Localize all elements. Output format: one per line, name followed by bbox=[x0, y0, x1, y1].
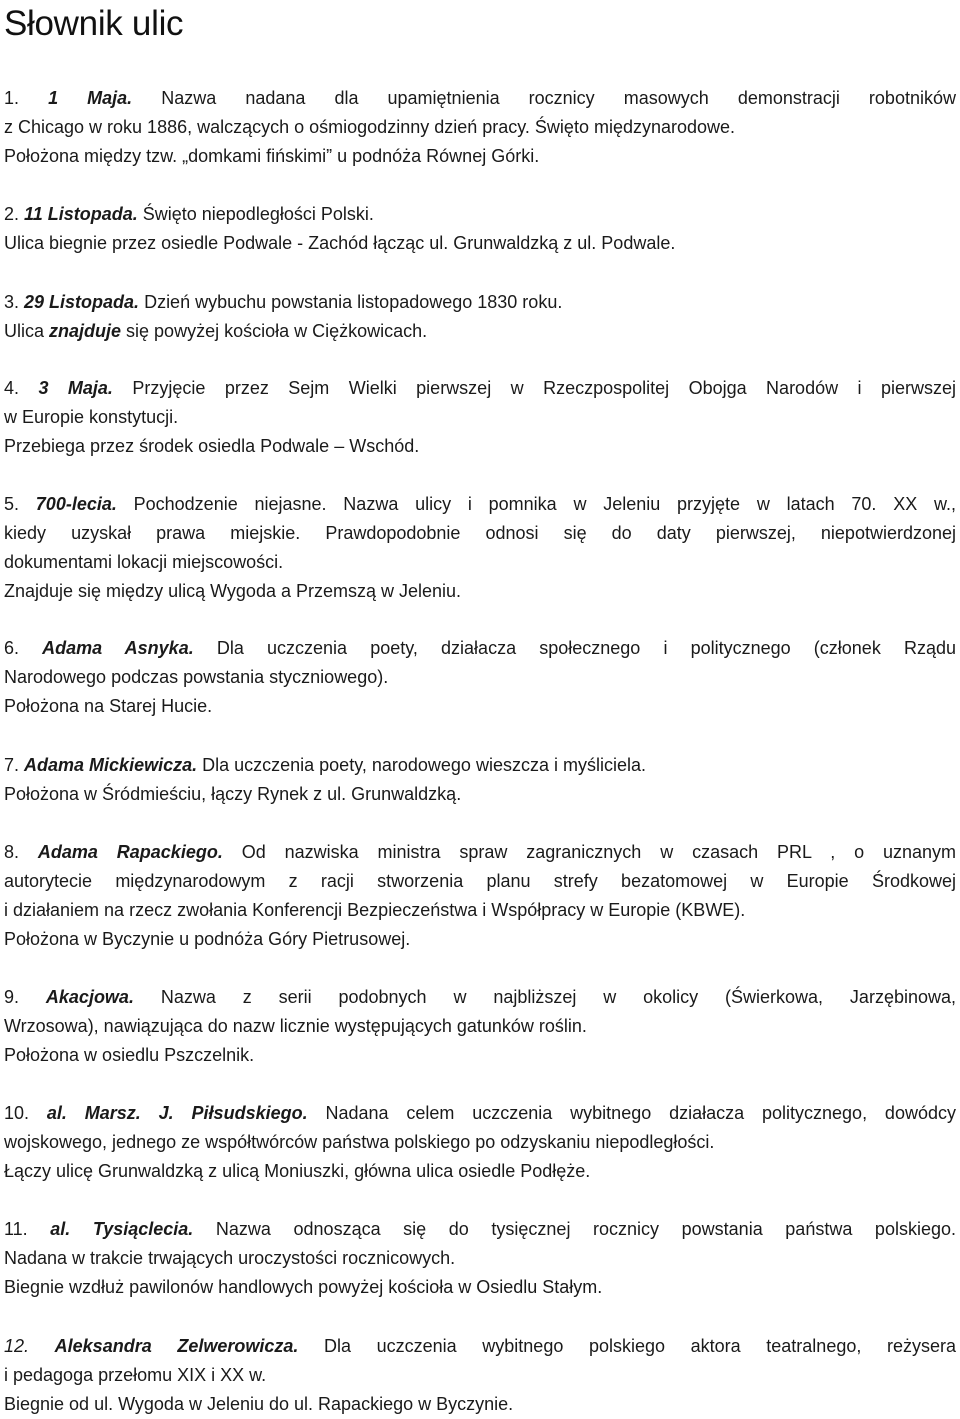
street-entry bbox=[4, 288, 956, 346]
entry-line: Ulica biegnie przez osiedle Podwale - Zachód łącząc ul. Grunwaldzką z ul. Podwale. bbox=[4, 233, 676, 253]
entry-text: Nazwa nadana dla upamiętnienia rocznicy masowych demonstracji robotników bbox=[132, 88, 956, 108]
entry-line: Narodowego podczas powstania styczniowego). bbox=[4, 667, 389, 687]
entry-text: Dla uczczenia poety, działacza społecznego i politycznego (członek Rządu bbox=[193, 638, 956, 658]
entry-line: w Europie konstytucji. bbox=[4, 407, 179, 427]
entry-number: 5. bbox=[4, 494, 20, 514]
entry-text: Dla uczczenia wybitnego polskiego aktora teatralnego, reżysera bbox=[298, 1336, 956, 1356]
entry-text: Ulica bbox=[4, 321, 50, 341]
entry-number: 12. bbox=[4, 1336, 30, 1356]
document-page bbox=[4, 0, 956, 1414]
street-entry bbox=[4, 490, 956, 606]
entry-line bbox=[4, 288, 956, 317]
entry-line bbox=[4, 84, 956, 113]
entry-number: 10. bbox=[4, 1103, 30, 1123]
street-entry bbox=[4, 751, 956, 809]
entry-line bbox=[4, 838, 956, 867]
street-name: 3 Maja. bbox=[38, 378, 113, 398]
entry-number: 9. bbox=[4, 987, 20, 1007]
entry-line bbox=[4, 317, 956, 346]
street-entry bbox=[4, 374, 956, 461]
street-entry bbox=[4, 983, 956, 1070]
entry-line: z Chicago w roku 1886, walczących o ośmiogodzinny dzień pracy. Święto międzynarodowe. bbox=[4, 117, 736, 137]
entry-line: Położona w Byczynie u podnóża Góry Pietrusowej. bbox=[4, 929, 411, 949]
entry-line: Przebiega przez środek osiedla Podwale – Wschód. bbox=[4, 436, 420, 456]
entry-text: Od nazwiska ministra spraw zagranicznych w czasach PRL , o uznanym bbox=[222, 842, 956, 862]
entry-line: Łączy ulicę Grunwaldzką z ulicą Moniuszki, główna ulica osiedle Podłęże. bbox=[4, 1161, 591, 1181]
entry-line bbox=[4, 1215, 956, 1244]
street-name: al. Marsz. J. Piłsudskiego. bbox=[46, 1103, 308, 1123]
entry-line: autorytecie międzynarodowym z racji stworzenia planu strefy bezatomowej w Europie Środkowej bbox=[4, 871, 956, 891]
entry-number: 4. bbox=[4, 378, 20, 398]
street-entry bbox=[4, 1215, 956, 1302]
entry-line: Położona w Śródmieściu, łączy Rynek z ul. Grunwaldzką. bbox=[4, 784, 462, 804]
street-entry bbox=[4, 84, 956, 171]
entry-line: Biegnie wzdłuż pawilonów handlowych powyżej kościoła w Osiedlu Stałym. bbox=[4, 1277, 603, 1297]
entry-line bbox=[4, 490, 956, 519]
street-name: Akacjowa. bbox=[45, 987, 134, 1007]
entry-text: Przyjęcie przez Sejm Wielki pierwszej w Rzeczpospolitej Obojga Narodów i pierwszej bbox=[112, 378, 956, 398]
entry-line bbox=[4, 983, 956, 1012]
street-name: Aleksandra Zelwerowicza. bbox=[54, 1336, 299, 1356]
street-name: 11 Listopada. bbox=[24, 204, 138, 224]
entry-line: Znajduje się między ulicą Wygoda a Przemszą w Jeleniu. bbox=[4, 581, 462, 601]
entry-line bbox=[4, 200, 956, 229]
entry-text: się powyżej kościoła w Ciężkowicach. bbox=[121, 321, 428, 341]
entry-text: Pochodzenie niejasne. Nazwa ulicy i pomnika w Jeleniu przyjęte w latach 70. XX w., bbox=[116, 494, 956, 514]
entry-line bbox=[4, 634, 956, 663]
entry-text: Nadana celem uczczenia wybitnego działacza politycznego, dowódcy bbox=[307, 1103, 956, 1123]
entry-line: i działaniem na rzecz zwołania Konferencji Bezpieczeństwa i Współpracy w Europie (KBWE). bbox=[4, 900, 746, 920]
street-name: Adama Mickiewicza. bbox=[24, 755, 198, 775]
street-name: Adama Asnyka. bbox=[42, 638, 194, 658]
street-name: Adama Rapackiego. bbox=[37, 842, 223, 862]
entry-number: 11. bbox=[4, 1219, 28, 1239]
entry-line bbox=[4, 1099, 956, 1128]
street-entry bbox=[4, 1099, 956, 1186]
entry-line: Nadana w trakcie trwających uroczystości rocznicowych. bbox=[4, 1248, 456, 1268]
entry-line: i pedagoga przełomu XIX i XX w. bbox=[4, 1365, 267, 1385]
entry-line bbox=[4, 1332, 956, 1361]
entry-line: wojskowego, jednego ze współtwórców państwa polskiego po odzyskaniu niepodległości. bbox=[4, 1132, 715, 1152]
entry-line: dokumentami lokacji miejscowości. bbox=[4, 552, 284, 572]
entry-line: kiedy uzyskał prawa miejskie. Prawdopodobnie odnosi się do daty pierwszej, niepotwierdzonej bbox=[4, 523, 956, 543]
entry-line bbox=[4, 374, 956, 403]
street-entry bbox=[4, 838, 956, 954]
entry-number: 2. bbox=[4, 204, 20, 224]
street-name: al. Tysiąclecia. bbox=[50, 1219, 194, 1239]
entry-line: Biegnie od ul. Wygoda w Jeleniu do ul. Rapackiego w Byczynie. bbox=[4, 1394, 514, 1414]
entry-number: 6. bbox=[4, 638, 20, 658]
entry-line: Położona w osiedlu Pszczelnik. bbox=[4, 1045, 255, 1065]
entry-number: 3. bbox=[4, 292, 20, 312]
entry-line: Położona na Starej Hucie. bbox=[4, 696, 213, 716]
entry-text: Dla uczczenia poety, narodowego wieszcza i myśliciela. bbox=[197, 755, 646, 775]
emphasized-word: znajduje bbox=[49, 321, 122, 341]
street-entry bbox=[4, 634, 956, 721]
entry-line bbox=[4, 751, 956, 780]
page-title: Słownik ulic bbox=[4, 4, 184, 43]
entry-number: 8. bbox=[4, 842, 20, 862]
entry-text: Święto niepodległości Polski. bbox=[137, 204, 374, 224]
entry-number: 7. bbox=[4, 755, 20, 775]
entry-text: Nazwa odnosząca się do tysięcznej rocznicy powstania państwa polskiego. bbox=[193, 1219, 956, 1239]
street-entry bbox=[4, 200, 956, 258]
street-entry bbox=[4, 1332, 956, 1419]
street-name: 1 Maja. bbox=[48, 88, 133, 108]
entry-number: 1. bbox=[4, 88, 20, 108]
entry-text: Nazwa z serii podobnych w najbliższej w okolicy (Świerkowa, Jarzębinowa, bbox=[133, 987, 956, 1007]
entry-text: Dzień wybuchu powstania listopadowego 1830 roku. bbox=[139, 292, 563, 312]
street-name: 29 Listopada. bbox=[24, 292, 140, 312]
entry-line: Położona między tzw. „domkami fińskimi” u podnóża Równej Górki. bbox=[4, 146, 540, 166]
entry-line: Wrzosowa), nawiązująca do nazw licznie występujących gatunków roślin. bbox=[4, 1016, 587, 1036]
street-name: 700-lecia. bbox=[35, 494, 117, 514]
